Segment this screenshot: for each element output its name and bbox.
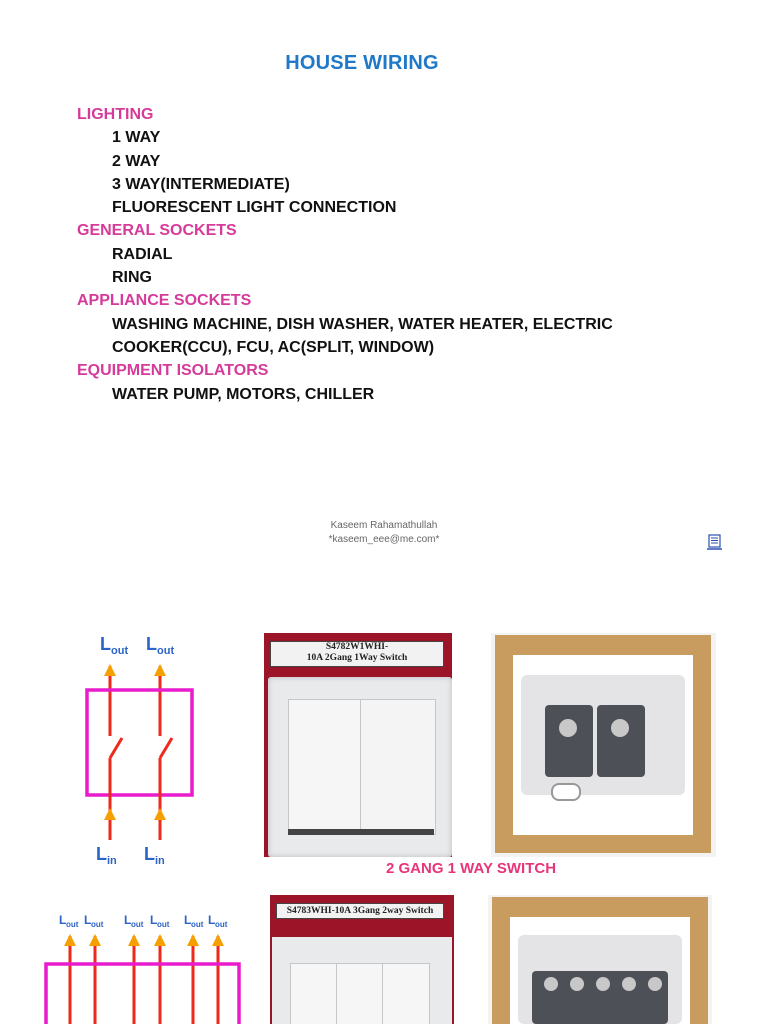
svg-text:L: L [84, 913, 92, 927]
svg-text:L: L [124, 913, 132, 927]
svg-text:out: out [91, 920, 104, 929]
diagram2-out-labels [59, 913, 228, 929]
outline-item: 3 WAY(INTERMEDIATE) [112, 175, 290, 193]
outline-category: EQUIPMENT ISOLATORS [77, 362, 269, 380]
diagram1-lin-right [144, 844, 165, 867]
document-icon[interactable] [705, 533, 723, 551]
svg-text:L: L [208, 913, 216, 927]
page-title: HOUSE WIRING [285, 52, 439, 74]
outline-item: COOKER(CCU), FCU, AC(SPLIT, WINDOW) [112, 338, 435, 356]
svg-text:L: L [100, 634, 111, 654]
footer-author: Kaseem Rahamathullah [330, 520, 438, 531]
svg-text:L: L [59, 913, 67, 927]
svg-text:out: out [157, 645, 175, 657]
switch-front-photo-2 [270, 895, 454, 1024]
switch-back-photo-1 [491, 633, 716, 857]
outline-item: WATER PUMP, MOTORS, CHILLER [112, 385, 375, 403]
svg-text:L: L [150, 913, 158, 927]
svg-text:out: out [191, 920, 204, 929]
three-gang-two-way-diagram [44, 908, 244, 1024]
svg-text:out: out [215, 920, 228, 929]
svg-text:L: L [96, 844, 107, 864]
diagram1-lin-left [96, 844, 117, 867]
two-gang-one-way-diagram [80, 628, 210, 870]
outline-category: LIGHTING [77, 106, 154, 123]
footer-email: *kaseem_eee@me.com* [328, 534, 440, 545]
caption-two-gang-one-way: 2 GANG 1 WAY SWITCH [386, 860, 557, 877]
svg-text:out: out [66, 920, 79, 929]
svg-text:in: in [107, 855, 117, 867]
photo3-label: S4783WHI-10A 3Gang 2way Switch [276, 903, 444, 919]
topic-outline [77, 103, 717, 406]
outline-item: WASHING MACHINE, DISH WASHER, WATER HEATER, ELECTRIC [112, 315, 613, 333]
svg-text:L: L [146, 634, 157, 654]
switch-front-photo-1 [264, 633, 452, 857]
svg-text:out: out [157, 920, 170, 929]
outline-item: 2 WAY [112, 152, 161, 170]
outline-category: APPLIANCE SOCKETS [77, 292, 252, 310]
svg-text:out: out [111, 645, 129, 657]
photo1-label: S4782W1WHI- 10A 2Gang 1Way Switch [270, 641, 444, 667]
outline-category: GENERAL SOCKETS [77, 222, 237, 240]
svg-text:L: L [144, 844, 155, 864]
diagram1-lout-left [100, 634, 128, 657]
outline-item: RING [112, 269, 152, 287]
outline-item: 1 WAY [112, 129, 161, 147]
svg-text:L: L [184, 913, 192, 927]
outline-item: FLUORESCENT LIGHT CONNECTION [112, 199, 397, 217]
svg-text:in: in [155, 855, 165, 867]
diagram1-lout-right [146, 634, 174, 657]
outline-item: RADIAL [112, 245, 173, 263]
svg-text:out: out [131, 920, 144, 929]
switch-back-photo-2 [488, 895, 712, 1024]
footer [0, 519, 768, 547]
